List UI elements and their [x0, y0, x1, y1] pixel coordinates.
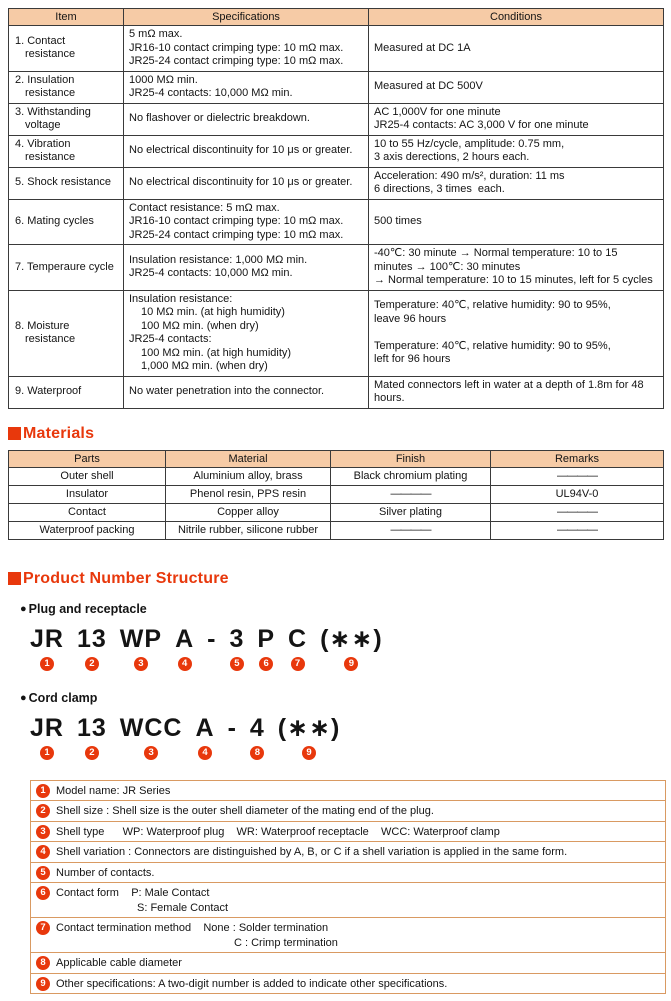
spec-row: [9, 376, 664, 408]
circle-number-icon: 2: [85, 746, 99, 760]
materials-cell: Insulator: [9, 485, 166, 503]
materials-heading: [8, 425, 663, 443]
code-text: P: [257, 624, 276, 653]
spec-value-cell: [124, 376, 369, 408]
spec-row: [9, 71, 664, 103]
materials-table-body: [9, 467, 664, 539]
code-text: (∗∗): [320, 624, 383, 653]
cell-line: 1000 MΩ min.: [129, 73, 198, 86]
circle-number-icon: 9: [302, 746, 316, 760]
materials-cell: ————: [491, 521, 664, 539]
spec-row: [9, 167, 664, 199]
cell-line: 10 MΩ min. (at high humidity): [141, 306, 285, 318]
circle-number-icon: 5: [36, 866, 50, 880]
spec-row: [9, 103, 664, 135]
materials-title: Materials: [23, 424, 95, 442]
circle-number-icon: 4: [198, 746, 212, 760]
code-text: WP: [119, 624, 163, 653]
cell-line: JR25-24 contact crimping type: 10 mΩ max.: [129, 228, 344, 241]
materials-cell: Waterproof packing: [9, 521, 166, 539]
materials-cell: Phenol resin, PPS resin: [166, 485, 331, 503]
cell-line: 1,000 MΩ min. (when dry): [141, 360, 268, 372]
cord-clamp-label: Cord clamp: [28, 690, 98, 705]
spec-header-cell: Conditions: [369, 9, 664, 26]
spec-item-cell: 8. Moisture resistance: [9, 290, 124, 376]
cell-line: No flashover or dielectric breakdown.: [129, 112, 310, 125]
circle-number-icon: 8: [250, 746, 264, 760]
spec-value-cell: [124, 290, 369, 376]
materials-cell: Black chromium plating: [331, 467, 491, 485]
spec-item-cell: 5. Shock resistance: [9, 167, 124, 199]
legend-text: [56, 955, 182, 971]
code-text: (∗∗): [277, 713, 341, 742]
code-segment: [30, 626, 64, 671]
code-segment: [196, 715, 215, 760]
spec-item-cell: 6. Mating cycles: [9, 199, 124, 245]
legend-line: Contact form P: Male Contact: [56, 887, 210, 899]
code-text: WCC: [119, 713, 183, 742]
cell-line: 3 axis derections, 2 hours each.: [374, 151, 530, 163]
spec-header-cell: Specifications: [124, 9, 369, 26]
product-number-heading: [8, 570, 663, 588]
materials-row: [9, 503, 664, 521]
spec-condition-cell: [369, 135, 664, 167]
code-segment: [250, 715, 265, 760]
cell-line: JR25-4 contacts: 10,000 MΩ min.: [129, 87, 293, 99]
legend-entry: [36, 783, 660, 799]
spec-condition-cell: [369, 71, 664, 103]
legend-cell: [31, 801, 666, 822]
legend-line: Applicable cable diameter: [56, 957, 182, 969]
legend-table: [30, 780, 666, 995]
legend-entry: [36, 865, 660, 881]
code-text: 13: [76, 624, 107, 653]
materials-header-cell: Finish: [331, 450, 491, 467]
circle-number-icon: 4: [178, 657, 192, 671]
legend-text: [56, 803, 434, 819]
circle-number-icon: 1: [40, 746, 54, 760]
spec-condition-cell: [369, 290, 664, 376]
materials-cell: Nitrile rubber, silicone rubber: [166, 521, 331, 539]
materials-row: [9, 467, 664, 485]
materials-cell: Aluminium alloy, brass: [166, 467, 331, 485]
code-segment: [207, 626, 216, 652]
plug-receptacle-heading: [20, 602, 663, 616]
materials-cell: ————: [331, 485, 491, 503]
cell-line: No electrical discontinuity for 10 μs or greater.: [129, 144, 353, 157]
cell-line: → Normal temperature: 10 to 15 minutes, left for 5 cycles: [374, 274, 653, 286]
legend-cell: [31, 862, 666, 883]
spec-value-cell: [124, 26, 369, 72]
legend-row: [31, 883, 666, 918]
spec-condition-cell: [369, 245, 664, 291]
materials-header-cell: Parts: [9, 450, 166, 467]
legend-row: [31, 780, 666, 801]
legend-entry: [36, 824, 660, 840]
legend-text: [56, 824, 500, 840]
cell-line: -40℃: 30 minute → Normal temperature: 10 to 15 minutes → 100℃: 30 minutes: [374, 247, 621, 273]
cell-line: No water penetration into the connector.: [129, 385, 325, 398]
code-segment: [257, 626, 275, 671]
code-segment: [288, 626, 307, 671]
spec-condition-cell: [369, 376, 664, 408]
circle-number-icon: 9: [344, 657, 358, 671]
legend-row: [31, 918, 666, 953]
materials-cell: ————: [491, 503, 664, 521]
code-segment: [228, 715, 237, 741]
circle-number-icon: 5: [230, 657, 244, 671]
cell-line: JR16-10 contact crimping type: 10 mΩ max.: [129, 41, 344, 54]
legend-line: Other specifications: A two-digit number is added to indicate other specifications.: [56, 977, 448, 990]
spec-row: [9, 245, 664, 291]
spec-condition-cell: [369, 103, 664, 135]
code-segment: [175, 626, 194, 671]
legend-entry: [36, 920, 660, 950]
legend-line: C : Crimp termination: [234, 936, 338, 949]
cell-line: 10 to 55 Hz/cycle, amplitude: 0.75 mm,: [374, 137, 565, 150]
legend-cell: [31, 953, 666, 974]
spec-item-cell: 1. Contact resistance: [9, 26, 124, 72]
legend-line: Shell variation : Connectors are distinguished by A, B, or C if a shell variation is applied in the same form.: [56, 846, 568, 858]
legend-cell: [31, 821, 666, 842]
legend-cell: [31, 842, 666, 863]
legend-row: [31, 973, 666, 994]
red-square-icon: [8, 427, 21, 440]
cell-line: JR25-4 contacts: 10,000 MΩ min.: [129, 267, 293, 280]
materials-header-row: [9, 450, 664, 467]
code-segment: [120, 626, 162, 671]
cell-line: AC 1,000V for one minute: [374, 105, 501, 118]
legend-line: Shell type WP: Waterproof plug WR: Waterproof receptacle WCC: Waterproof clamp: [56, 825, 500, 838]
spec-value-cell: [124, 103, 369, 135]
code-segment: [30, 715, 64, 760]
legend-text: [56, 844, 567, 860]
cord-clamp-heading: [20, 691, 663, 705]
materials-cell: Contact: [9, 503, 166, 521]
cell-line: Acceleration: 490 m/s², duration: 11 ms: [374, 169, 565, 182]
code-segment: [278, 715, 341, 760]
cord-code: [30, 715, 663, 760]
code-text: A: [175, 624, 195, 653]
code-text: 13: [76, 713, 107, 742]
spec-row: [9, 199, 664, 245]
cell-line: 500 times: [374, 215, 422, 227]
spec-item-cell: 4. Vibration resistance: [9, 135, 124, 167]
materials-cell: Copper alloy: [166, 503, 331, 521]
code-segment: [229, 626, 244, 671]
spec-item-cell: 3. Withstanding voltage: [9, 103, 124, 135]
materials-cell: ————: [491, 467, 664, 485]
spec-condition-cell: [369, 167, 664, 199]
legend-line: Contact termination method None : Solder termination: [56, 922, 329, 934]
legend-cell: [31, 918, 666, 953]
cell-line: 6 directions, 3 times each.: [374, 183, 505, 195]
circle-number-icon: 9: [36, 977, 50, 991]
product-number-title: Product Number Structure: [23, 569, 229, 587]
legend-row: [31, 953, 666, 974]
cell-line: 100 MΩ min. (at high humidity): [141, 346, 292, 359]
circle-number-icon: 6: [259, 657, 273, 671]
bullet-icon: ●: [20, 691, 27, 704]
cell-line: [374, 326, 658, 340]
materials-cell: Silver plating: [331, 503, 491, 521]
spec-item-cell: 7. Temperaure cycle: [9, 245, 124, 291]
cell-line: 5 mΩ max.: [129, 28, 183, 40]
bullet-icon: ●: [20, 602, 27, 615]
legend-text: [56, 865, 154, 881]
cell-line: Measured at DC 1A: [374, 41, 471, 54]
cell-line: Temperature: 40℃, relative humidity: 90 to 95%,: [374, 299, 611, 312]
circle-number-icon: 2: [36, 804, 50, 818]
code-text: A: [195, 713, 215, 742]
code-text: -: [227, 713, 237, 742]
spec-value-cell: [124, 71, 369, 103]
legend-entry: [36, 844, 660, 860]
spec-condition-cell: [369, 199, 664, 245]
legend-entry: [36, 976, 660, 992]
materials-row: [9, 485, 664, 503]
legend-text: [56, 885, 228, 915]
spec-table: [8, 8, 664, 409]
spec-header-row: [9, 9, 664, 26]
code-segment: [320, 626, 383, 671]
cell-line: Measured at DC 500V: [374, 80, 483, 93]
circle-number-icon: 7: [36, 921, 50, 935]
cell-line: Temperature: 40℃, relative humidity: 90 to 95%,: [374, 339, 611, 352]
legend-row: [31, 862, 666, 883]
code-text: 4: [249, 713, 265, 742]
cell-line: leave 96 hours: [374, 312, 447, 325]
legend-row: [31, 821, 666, 842]
spec-row: [9, 135, 664, 167]
spec-row: [9, 26, 664, 72]
code-segment: [77, 626, 107, 671]
legend-line: Number of contacts.: [56, 866, 155, 879]
plug-receptacle-label: Plug and receptacle: [28, 601, 147, 616]
spec-item-cell: 2. Insulation resistance: [9, 71, 124, 103]
legend-text: [56, 976, 447, 992]
legend-entry: [36, 803, 660, 819]
cell-line: Insulation resistance: 1,000 MΩ min.: [129, 253, 308, 266]
legend-cell: [31, 780, 666, 801]
cell-line: Insulation resistance:: [129, 292, 233, 305]
circle-number-icon: 3: [134, 657, 148, 671]
materials-header-cell: Material: [166, 450, 331, 467]
code-text: -: [207, 624, 217, 653]
red-square-icon: [8, 572, 21, 585]
code-segment: [120, 715, 183, 760]
code-text: JR: [30, 713, 64, 742]
circle-number-icon: 4: [36, 845, 50, 859]
cell-line: JR25-4 contacts:: [129, 333, 212, 345]
spec-value-cell: [124, 135, 369, 167]
spec-value-cell: [124, 167, 369, 199]
legend-line: S: Female Contact: [137, 901, 229, 914]
cell-line: JR25-24 contact crimping type: 10 mΩ max.: [129, 55, 344, 67]
spec-item-cell: 9. Waterproof: [9, 376, 124, 408]
spec-value-cell: [124, 199, 369, 245]
materials-cell: Outer shell: [9, 467, 166, 485]
circle-number-icon: 3: [144, 746, 158, 760]
spec-row: [9, 290, 664, 376]
legend-text: [56, 920, 338, 950]
legend-cell: [31, 883, 666, 918]
legend-row: [31, 842, 666, 863]
materials-row: [9, 521, 664, 539]
code-text: JR: [30, 624, 64, 653]
circle-number-icon: 6: [36, 886, 50, 900]
materials-header-cell: Remarks: [491, 450, 664, 467]
code-text: 3: [229, 624, 245, 653]
cell-line: Contact resistance: 5 mΩ max.: [129, 201, 280, 214]
circle-number-icon: 1: [40, 657, 54, 671]
cell-line: JR16-10 contact crimping type: 10 mΩ max.: [129, 215, 344, 227]
spec-table-body: [9, 26, 664, 409]
circle-number-icon: 3: [36, 825, 50, 839]
cell-line: 100 MΩ min. (when dry): [141, 319, 259, 332]
legend-entry: [36, 955, 660, 971]
legend-table-body: [31, 780, 666, 994]
cell-line: left for 96 hours: [374, 353, 451, 366]
circle-number-icon: 2: [85, 657, 99, 671]
cell-line: No electrical discontinuity for 10 μs or greater.: [129, 176, 353, 189]
materials-cell: UL94V-0: [491, 485, 664, 503]
spec-condition-cell: [369, 26, 664, 72]
code-segment: [77, 715, 107, 760]
spec-value-cell: [124, 245, 369, 291]
circle-number-icon: 1: [36, 784, 50, 798]
materials-cell: ————: [331, 521, 491, 539]
legend-line: Model name: JR Series: [56, 784, 171, 797]
spec-header-cell: Item: [9, 9, 124, 26]
materials-table: [8, 450, 664, 540]
code-text: C: [288, 624, 308, 653]
legend-entry: [36, 885, 660, 915]
circle-number-icon: 7: [291, 657, 305, 671]
legend-line: Shell size : Shell size is the outer shell diameter of the mating end of the plug.: [56, 805, 434, 817]
circle-number-icon: 8: [36, 956, 50, 970]
cell-line: Mated connectors left in water at a depth of 1.8m for 48 hours.: [374, 378, 647, 404]
plug-code: [30, 626, 663, 671]
legend-text: [56, 783, 170, 799]
legend-row: [31, 801, 666, 822]
cell-line: JR25-4 contacts: AC 3,000 V for one minute: [374, 119, 589, 131]
legend-cell: [31, 973, 666, 994]
